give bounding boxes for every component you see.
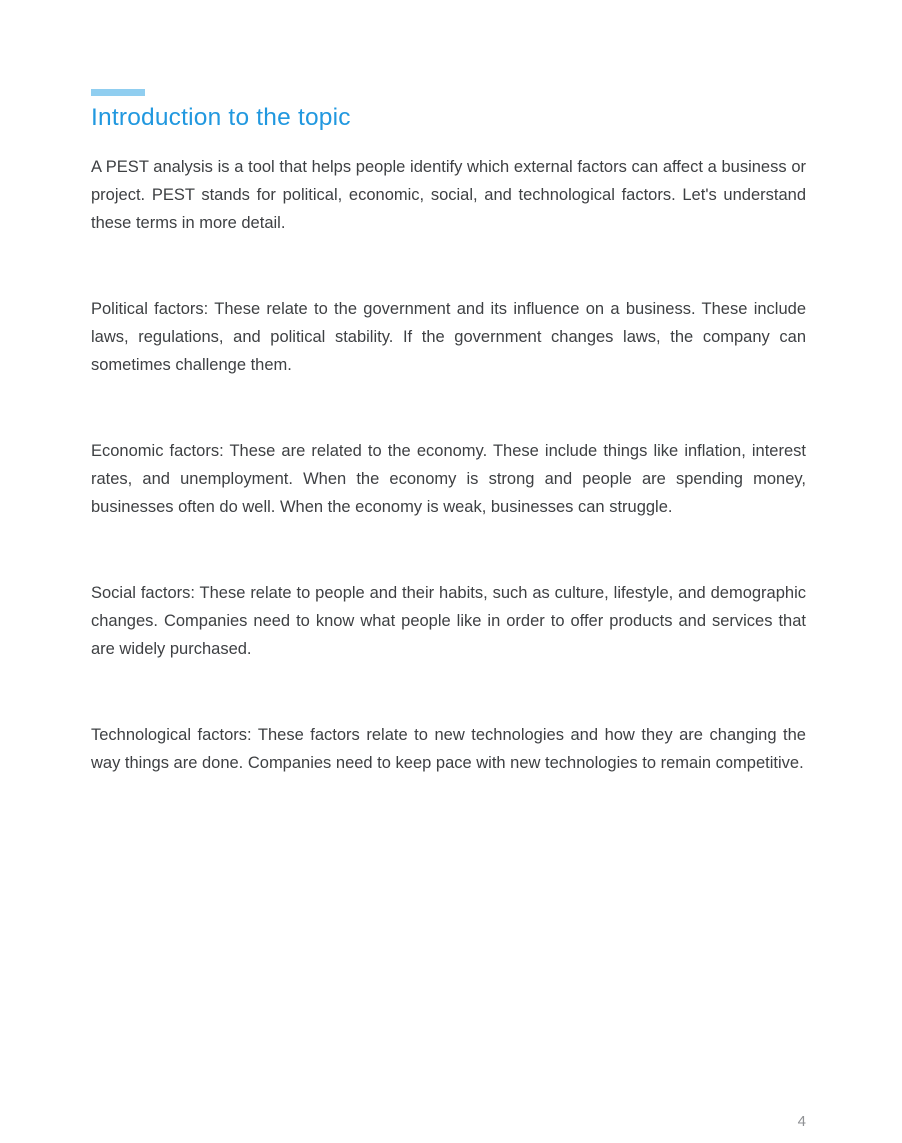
page-content: [91, 89, 806, 835]
section-title: Introduction to the topic: [91, 104, 351, 131]
paragraph-intro: A PEST analysis is a tool that helps people identify which external factors can affect a business or project. PEST stands for political, economic, social, and technological factors. Let's understand these terms in more detail.: [91, 158, 806, 232]
paragraph-political-factors: Political factors: These relate to the government and its influence on a business. These include laws, regulations, and political stability. If the government changes laws, the company can sometimes challenge them.: [91, 300, 806, 374]
paragraph-technological-factors: Technological factors: These factors relate to new technologies and how they are changing the way things are done. Companies need to keep pace with new technologies to remain competitive.: [91, 726, 806, 772]
paragraph-economic-factors: Economic factors: These are related to the economy. These include things like inflation, interest rates, and unemployment. When the economy is strong and people are spending money, businesses often do well. When the economy is weak, businesses can struggle.: [91, 442, 806, 516]
page-number: 4: [797, 1113, 806, 1130]
paragraph-social-factors: Social factors: These relate to people and their habits, such as culture, lifestyle, and demographic changes. Companies need to know what people like in order to offer products and services that are widely purchased.: [91, 584, 806, 658]
accent-bar: [91, 89, 145, 96]
